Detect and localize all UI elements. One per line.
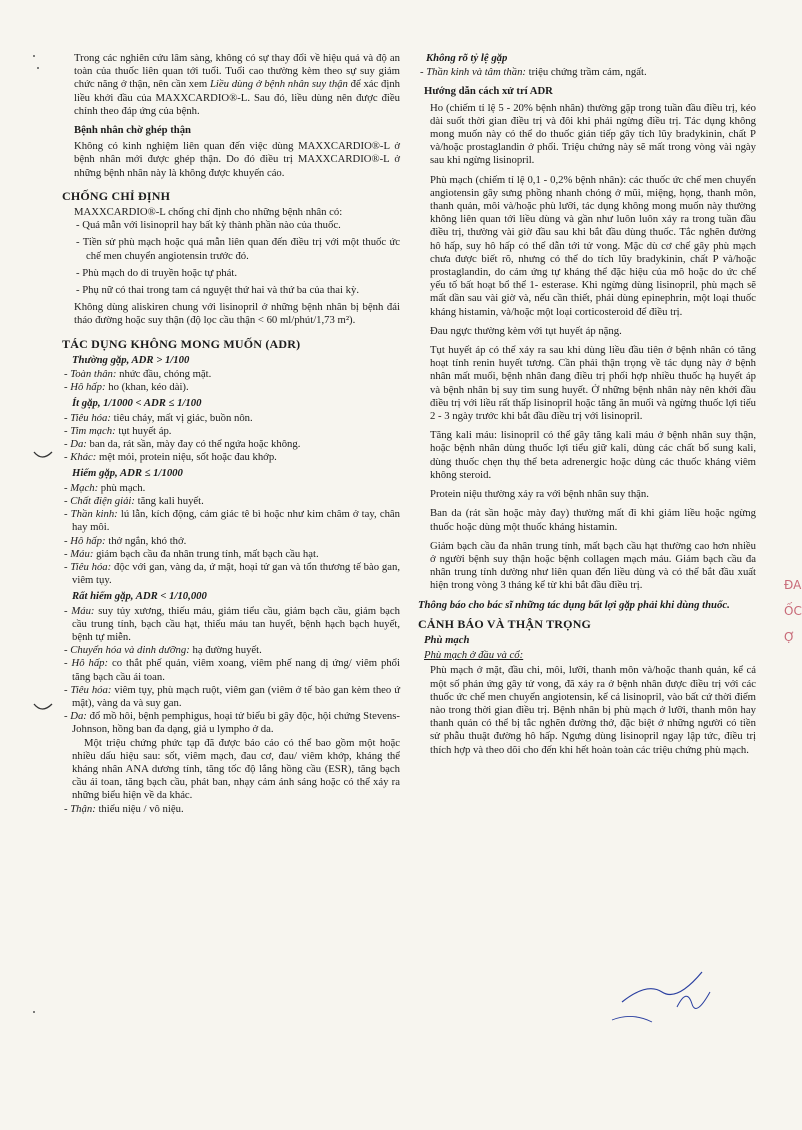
hole-punch-mark-bottom (32, 700, 54, 716)
adr-item-kidney: - Thận: thiểu niệu / vô niệu. (64, 802, 184, 815)
pen-signature-scribble (592, 962, 722, 1032)
adr-item-neuro: - Thần kinh và tâm thần: triệu chứng trầm cảm, ngất. (420, 66, 647, 79)
stamp-fragment-1: ĐA (784, 578, 802, 592)
right-column (418, 52, 756, 763)
unknown-frequency-heading: Không rõ tỷ lệ gặp (426, 52, 508, 64)
adr-item: - Khác: mệt mỏi, protein niệu, sốt hoặc đau khớp. (64, 451, 277, 464)
adr-item: - Máu: giảm bạch cầu đa nhân trung tính, mất bạch cầu hạt. (64, 547, 319, 560)
common-heading: Thường gặp, ADR > 1/100 (72, 353, 190, 366)
adr-item: - Chất điện giải: tăng kali huyết. (64, 494, 204, 507)
contra-item-3: - Phù mạch do di truyền hoặc tự phát. (76, 266, 238, 279)
management-paragraph-chest-pain: Đau ngực thường kèm với tụt huyết áp nặng. (430, 324, 622, 337)
adr-item: - Máu: suy tủy xương, thiếu máu, giảm tiểu cầu, giảm bạch cầu, giảm bạch cầu trung tính, bạch cầu hạt, thiếu máu tan huyết, bệnh hạch bạch huyết, bệnh tự miễn. (64, 604, 400, 643)
margin-dot-mark (30, 1008, 40, 1018)
adr-item: - Toàn thân: nhức đầu, chóng mặt. (64, 368, 212, 381)
management-paragraph-rash: Ban da (rát sần hoặc mày đay) thường mất đi khi giảm liều hoặc ngừng thuốc hoặc dùng một thuốc kháng histamin. (430, 507, 756, 533)
age-paragraph: Trong các nghiên cứu lâm sàng, không có sự thay đổi về hiệu quả và độ an toàn của thuốc liên quan tới tuổi. Tuổi cao thường kèm theo sự suy giảm chức năng ở thận, nên cần xem Liều dùng ở bệnh nhân suy thận để xác định liều khởi đầu của MAXXCARDIO®-L. Sau đó, liều dùng nên được điều chỉnh theo đáp ứng của bệnh. (74, 52, 401, 117)
uncommon-heading: Ít gặp, 1/1000 < ADR ≤ 1/100 (72, 397, 202, 410)
report-notice: Thông báo cho bác sĩ những tác dụng bất lợi gặp phải khi dùng thuốc. (418, 598, 730, 611)
contraindications-heading: CHỐNG CHỈ ĐỊNH (62, 188, 171, 203)
angioedema-heading: Phù mạch (424, 633, 470, 646)
margin-dots-mark (30, 52, 44, 72)
adr-management-heading: Hướng dẫn cách xử trí ADR (424, 85, 553, 98)
adr-item: - Tim mạch: tụt huyết áp. (64, 424, 172, 437)
angioedema-paragraph: Phù mạch ở mặt, đầu chi, môi, lưỡi, thanh môn và/hoặc thanh quản, kể cả một số phản ứng gây tử vong, đã xảy ra ở bệnh nhân được điều trị với các thuốc ức chế men chuyển angiotensin, kể cả lisinopril, vào bất cứ thời điểm nào trong thời gian điều trị. Bệnh nhân bị phù mạch ở lưỡi, thanh môn hay thanh quản có thể bị tắc nghẽn đường thở, đặc biệt ở những người có tiền sử phẫu thuật đường hô hấp. Ngưng dùng lisinopril ngay lập tức, điều trị thích hợp và theo dõi cho đến khi hết hoàn toàn các triệu chứng phù mạch. (430, 664, 756, 756)
management-paragraph-cough: Ho (chiếm tỉ lệ 5 - 20% bệnh nhân) thường gặp trong tuần đầu điều trị, kéo dài suốt thời gian điều trị và đôi khi phải ngừng điều trị. Tác dụng không mong muốn này có thể do thuốc gián tiếp gây tích lũy bradykinin, chất P và/hoặc prostaglandin ở phổi. Triệu chứng này sẽ mất trong vòng vài ngày sau khi ngừng lisinopril. (430, 101, 756, 167)
stamp-fragment-3: Ợ (784, 630, 795, 644)
management-paragraph-hyperkalemia: Tăng kali máu: lisinopril có thể gây tăng kali máu ở bệnh nhân suy thận, hoặc bệnh nhân dùng thuốc lợi tiểu giữ kali, dùng các chất bổ sung kali, dùng thuốc chẹn thụ thể beta adrenergic hoặc dùng các thuốc kháng viêm không steroid. (430, 429, 756, 481)
adr-item: - Chuyển hóa và dinh dưỡng: hạ đường huyết. (64, 644, 262, 657)
adr-item: - Hô hấp: thở ngắn, khó thở. (64, 534, 187, 547)
management-paragraph-neutropenia: Giảm bạch cầu đa nhân trung tính, mất bạch cầu hạt thường cao hơn nhiều ở người bệnh suy thận hoặc bệnh collagen mạch máu. Giảm bạch cầu đa nhân trung tính dường như liên quan đến liều dùng và có thể bắt đầu xuất hiện trong vòng 3 tháng kể từ khi bắt đầu điều trị. (430, 539, 756, 592)
management-paragraph-angioedema: Phù mạch (chiếm tỉ lệ 0,1 - 0,2% bệnh nhân): các thuốc ức chế men chuyển angiotensin gây sưng phồng nhanh chóng ở mũi, miệng, họng, thanh môn, thanh quản, môi và/hoặc phù lưỡi, tác dụng không mong muốn này thường không liên quan tới liều dùng và gần như luôn luôn xảy ra trong tuần đầu điều trị, thường vài giờ đầu sau khi bắt đầu dùng thuốc. Tắc nghẽn đường hô hấp, suy hô hấp có thể dẫn tới tử vong. Mặc dù cơ chế gây phù mạch chưa được biết rõ, nhưng có thể do tích lũy bradykinin, chất P và/hoặc prostaglandin, do cảm ứng tự kháng thể đặc hiệu của mô hoặc do ức chế yếu tố bất hoạt bổ thể 1- esterase. Khi ngừng dùng lisinopril, phù mạch sẽ mất dần sau vài giờ và, nếu cần thiết, phải dùng epinephrin, một loại thuốc kháng histamin, và/hoặc một loại corticosteroid để điều trị. (430, 173, 756, 318)
adr-item: - Tiêu hóa: viêm tụy, phù mạch ruột, viêm gan (viêm ở tế bào gan kèm theo ứ mật), vàng da và suy gan. (64, 683, 400, 709)
adr-item: - Thần kinh: lú lẫn, kích động, cảm giác tê bì hoặc như kim châm ở tay, chân hay môi. (64, 508, 400, 534)
adr-item: - Da: ban da, rát sần, mày đay có thể ngứa hoặc không. (64, 438, 301, 451)
adr-heading: TÁC DỤNG KHÔNG MONG MUỐN (ADR) (62, 336, 301, 351)
left-column (62, 52, 400, 816)
complex-syndrome-paragraph: Một triệu chứng phức tạp đã được báo cáo có thể bao gồm một hoặc nhiều dấu hiệu sau: sốt, viêm mạch, đau cơ, đau/ viêm khớp, kháng thể kháng nhân ANA dương tính, tăng tốc độ lắng hồng cầu (ESR), tăng bạch cầu ái toan, tăng bạch cầu, phát ban, nhạy cảm ánh sáng hoặc có thể xảy ra những biểu hiện về da khác. (72, 736, 400, 802)
transplant-paragraph: Không có kinh nghiệm liên quan đến việc dùng MAXXCARDIO®-L ở bệnh nhân mới được ghép thận. Do đó điều trị MAXXCARDIO®-L ở những bệnh nhân này là không được khuyến cáo. (74, 140, 400, 179)
management-paragraph-proteinuria: Protein niệu thường xảy ra với bệnh nhân suy thận. (430, 488, 649, 501)
adr-item: - Da: đổ mồ hôi, bệnh pemphigus, hoại tử biểu bì gây độc, hội chứng Stevens-Johnson, hồng ban đa dạng, giả u lympho ở da. (64, 710, 400, 736)
adr-item: - Hô hấp: co thắt phế quản, viêm xoang, viêm phế nang dị ứng/ viêm phổi tăng bạch cầu ái toan. (64, 657, 400, 683)
management-paragraph-hypotension: Tụt huyết áp có thể xảy ra sau khi dùng liều đầu tiên ở bệnh nhân có tăng hoạt tính renin huyết tương. Cần phải thận trọng về tác dụng này ở bệnh nhân mất muối, bệnh nhân đang điều trị phối hợp nhiều thuốc hạ huyết áp và bệnh nhân bị suy tim sung huyết. Ở những bệnh nhân này nên khởi đầu điều trị với liều rất thấp lisinopril hoặc tăng ăn muối và ngừng thuốc lợi tiểu 2 - 3 ngày trước khi bắt đầu điều trị với lisinopril. (430, 344, 756, 423)
stamp-fragment-2: ỐC (784, 604, 802, 618)
aliskiren-paragraph: Không dùng aliskiren chung với lisinopril ở những bệnh nhân bị bệnh đái tháo đường hoặc suy thận (độ lọc cầu thận < 60 ml/phút/1,73 m²). (74, 301, 400, 327)
contra-item-2: - Tiền sử phù mạch hoặc quá mẫn liên quan đến điều trị với một thuốc ức chế men chuyển angiotensin trước đó. (76, 236, 400, 262)
transplant-heading: Bệnh nhân chờ ghép thận (74, 124, 191, 137)
rare-heading: Hiếm gặp, ADR ≤ 1/1000 (72, 467, 183, 480)
head-neck-subheading: Phù mạch ở đầu và cổ: (424, 649, 524, 662)
warnings-heading: CẢNH BÁO VÀ THẬN TRỌNG (418, 616, 592, 631)
adr-item: - Tiêu hóa: tiêu chảy, mất vị giác, buồn nôn. (64, 411, 253, 424)
contra-item-4: - Phụ nữ có thai trong tam cá nguyệt thứ hai và thứ ba của thai kỳ. (76, 284, 360, 297)
adr-item: - Hô hấp: ho (khan, kéo dài). (64, 381, 189, 394)
contraindications-intro: MAXXCARDIO®-L chống chỉ định cho những bệnh nhân có: (74, 206, 343, 219)
contra-item-1: - Quá mẫn với lisinopril hay bất kỳ thành phần nào của thuốc. (76, 219, 341, 232)
adr-item: - Mạch: phù mạch. (64, 481, 146, 494)
adr-item: - Tiêu hóa: độc với gan, vàng da, ứ mật, hoại tử gan và tổn thương tế bào gan, viêm tụy. (64, 560, 400, 587)
hole-punch-mark-top (32, 448, 54, 464)
very-rare-heading: Rất hiếm gặp, ADR < 1/10,000 (72, 590, 207, 603)
